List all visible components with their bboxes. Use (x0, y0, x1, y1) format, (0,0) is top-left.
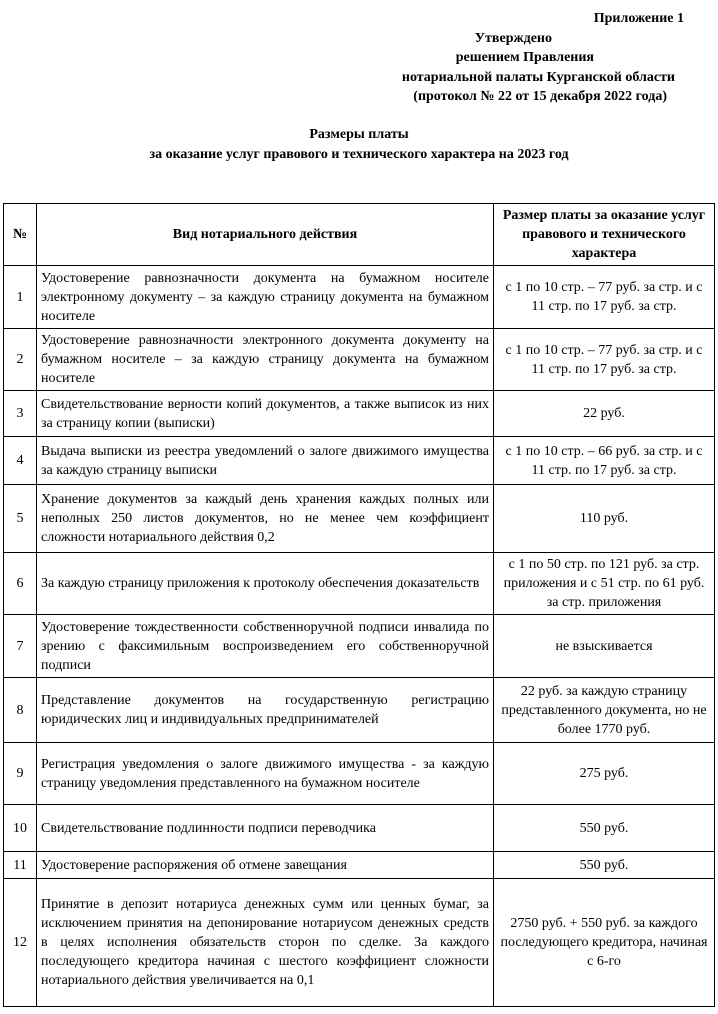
row-fee: 550 руб. (494, 852, 715, 879)
row-action: Удостоверение равнозначности электронного документа документу на бумажном носителе – за каждую страницу документа на бумажном носителе (37, 329, 494, 391)
table-header-row (4, 204, 715, 266)
table-row (4, 553, 715, 615)
fee-table (3, 203, 715, 1007)
row-fee: 110 руб. (494, 485, 715, 553)
table-row (4, 879, 715, 1007)
row-action: Представление документов на государственную регистрацию юридических лиц и индивидуальных предпринимателей (37, 678, 494, 743)
column-header-fee: Размер платы за оказание услуг правового и технического характера (494, 204, 715, 266)
row-number: 3 (4, 391, 37, 437)
row-fee: 22 руб. за каждую страницу представленного документа, но не более 1770 руб. (494, 678, 715, 743)
table-row (4, 266, 715, 329)
row-action: Регистрация уведомления о залоге движимого имущества - за каждую страницу уведомления представленного на бумажном носителе (37, 743, 494, 805)
row-number: 1 (4, 266, 37, 329)
table-row (4, 743, 715, 805)
row-number: 12 (4, 879, 37, 1007)
table-row (4, 485, 715, 553)
row-fee: 275 руб. (494, 743, 715, 805)
row-fee: 2750 руб. + 550 руб. за каждого последующего кредитора, начиная с 6-го (494, 879, 715, 1007)
title-line-1: Размеры платы (309, 127, 409, 142)
appendix-label: Приложение 1 (593, 11, 684, 26)
row-number: 9 (4, 743, 37, 805)
table-row (4, 678, 715, 743)
row-number: 8 (4, 678, 37, 743)
table-body (4, 266, 715, 1007)
decision-label: решением Правления (455, 50, 594, 65)
title-line-2: за оказание услуг правового и технического характера на 2023 год (149, 147, 569, 162)
row-fee: с 1 по 10 стр. – 66 руб. за стр. и с 11 стр. по 17 руб. за стр. (494, 437, 715, 485)
row-action: За каждую страницу приложения к протоколу обеспечения доказательств (37, 553, 494, 615)
row-number: 7 (4, 615, 37, 678)
table-row (4, 437, 715, 485)
row-action: Принятие в депозит нотариуса денежных сумм или ценных бумаг, за исключением принятия на депонирование нотариусом денежных средств в целях исполнения обязательств сторон по сделке. За каждого последующего кредитора начиная с шестого коэффициент сложности нотариального действия увеличивается на 0,1 (37, 879, 494, 1007)
approval-block (402, 9, 684, 107)
row-number: 6 (4, 553, 37, 615)
row-number: 10 (4, 805, 37, 852)
row-action: Выдача выписки из реестра уведомлений о залоге движимого имущества за каждую страницу выписки (37, 437, 494, 485)
row-number: 2 (4, 329, 37, 391)
row-number: 11 (4, 852, 37, 879)
document-title (0, 125, 718, 165)
column-header-action: Вид нотариального действия (37, 204, 494, 266)
table-row (4, 391, 715, 437)
row-fee: с 1 по 10 стр. – 77 руб. за стр. и с 11 стр. по 17 руб. за стр. (494, 329, 715, 391)
table-row (4, 805, 715, 852)
approved-label: Утверждено (474, 30, 552, 46)
protocol-label: (протокол № 22 от 15 декабря 2022 года) (413, 89, 667, 104)
row-action: Удостоверение равнозначности документа на бумажном носителе электронному документу – за каждую страницу документа на бумажном носителе (37, 266, 494, 329)
row-fee: не взыскивается (494, 615, 715, 678)
table-row (4, 852, 715, 879)
row-number: 5 (4, 485, 37, 553)
row-action: Хранение документов за каждый день хранения каждых полных или неполных 250 листов документов, но не менее чем коэффициент сложности нотариального действия 0,2 (37, 485, 494, 553)
row-fee: с 1 по 50 стр. по 121 руб. за стр. приложения и с 51 стр. по 61 руб. за стр. приложения (494, 553, 715, 615)
row-fee: 550 руб. (494, 805, 715, 852)
row-number: 4 (4, 437, 37, 485)
row-fee: с 1 по 10 стр. – 77 руб. за стр. и с 11 стр. по 17 руб. за стр. (494, 266, 715, 329)
column-header-number: № (4, 204, 37, 266)
chamber-label: нотариальной палаты Курганской области (401, 69, 675, 85)
row-action: Удостоверение распоряжения об отмене завещания (37, 852, 494, 879)
row-action: Удостоверение тождественности собственноручной подписи инвалида по зрению с факсимильным воспроизведением его собственноручной подписи (37, 615, 494, 678)
row-fee: 22 руб. (494, 391, 715, 437)
row-action: Свидетельствование верности копий документов, а также выписок из них за страницу копии (выписки) (37, 391, 494, 437)
table-row (4, 615, 715, 678)
row-action: Свидетельствование подлинности подписи переводчика (37, 805, 494, 852)
table-row (4, 329, 715, 391)
